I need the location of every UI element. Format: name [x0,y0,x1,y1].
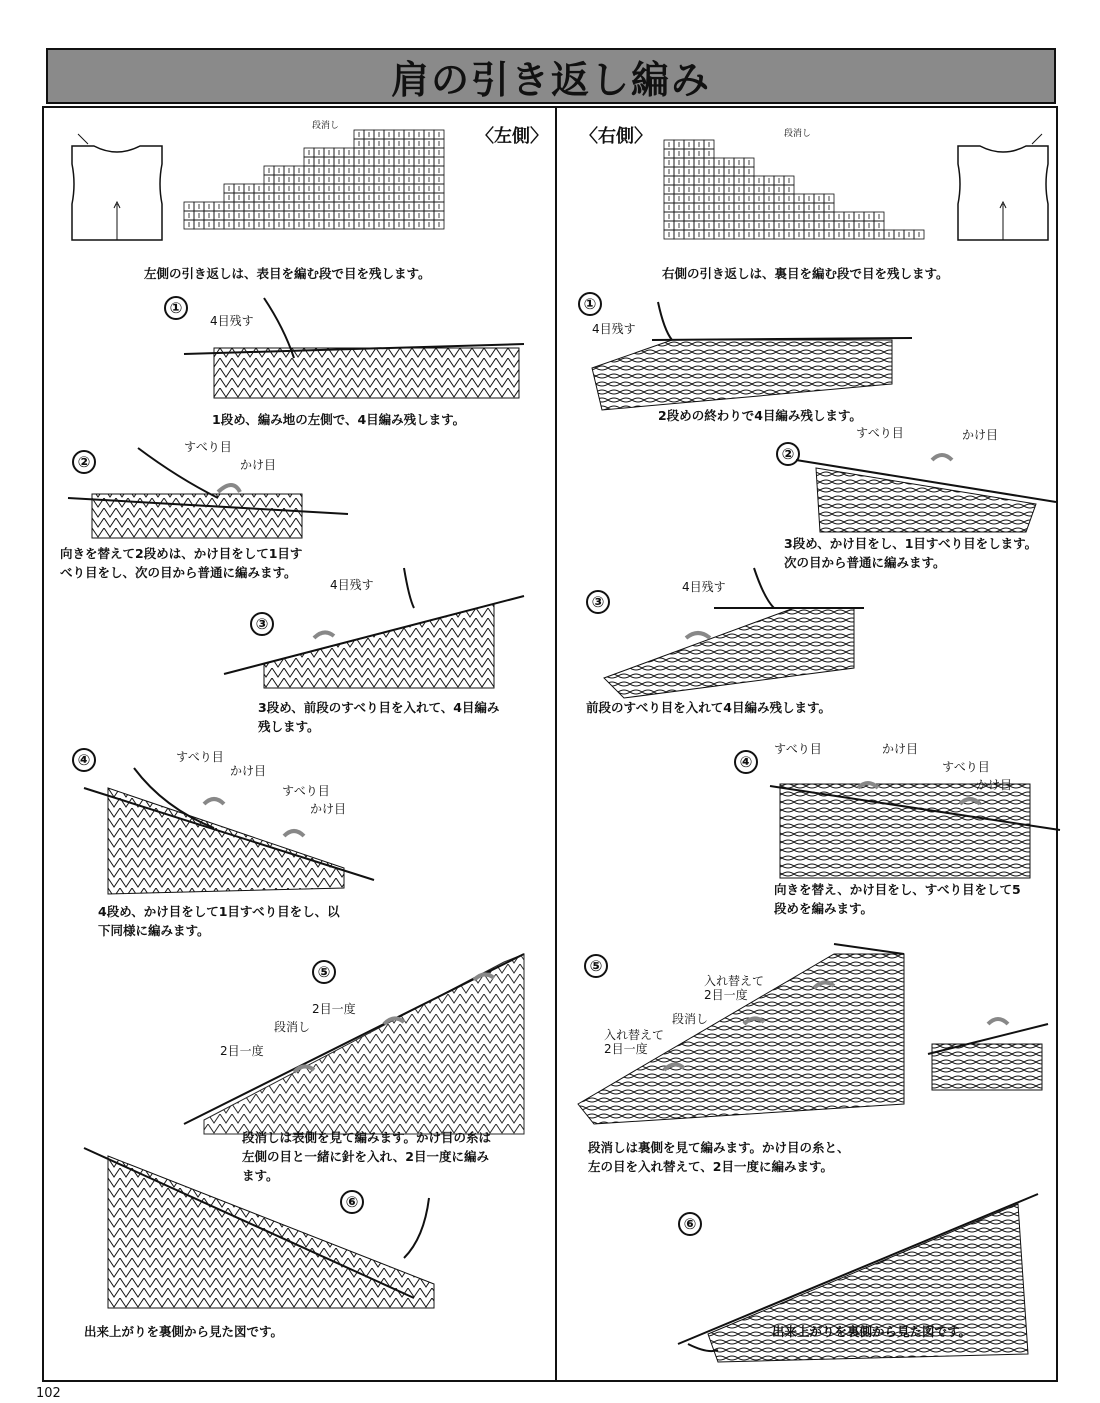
step-2-annotation-1-right: すべり目 [856,426,904,440]
step-4-annotation-3-right: すべり目 [942,760,990,774]
step-5-annotation-1: 2目一度 [312,1002,356,1016]
step-4-caption: 4段め、かけ目をして1目すべり目をし、以 下同様に編みます。 [98,904,340,938]
step-5-illustration [184,944,534,1134]
vest-outline-left [62,134,172,244]
step-4-annotation-1-right: すべり目 [774,742,822,756]
step-5-annotation-1-right: 入れ替えて 2目一度 [704,974,765,1002]
step-5-caption-right: 段消しは裏側を見て編みます。かけ目の糸と、 左の目を入れ替えて、2目一度に編みます。 [588,1140,850,1174]
step-6-illustration [84,1138,444,1308]
step-1-annotation-right: 4目残す [592,322,636,336]
step-1-number-right: ① [578,292,602,316]
step-3-annotation: 4目残す [330,578,374,592]
step-4-illustration-right [770,758,1060,878]
step-6-number-right: ⑥ [678,1212,702,1236]
step-4-annotation-2-right: かけ目 [882,742,919,756]
step-6-number: ⑥ [340,1190,364,1214]
knitting-chart-right [664,140,924,240]
step-5-detail-illustration-right [928,994,1048,1094]
step-2-illustration-right [796,438,1056,538]
step-3-number-right: ③ [586,590,610,614]
vest-outline-right [948,134,1058,244]
step-1-number: ① [164,296,188,320]
side-label-right: 〈右側〉 [580,126,652,147]
step-3-number: ③ [250,612,274,636]
step-1-illustration [184,298,524,398]
step-4-illustration [84,768,384,898]
step-1-illustration-right [572,300,912,410]
chart-label-left: 段消し [312,121,340,131]
step-3-caption: 3段め、前段のすべり目を入れて、4目編み 残します。 [258,700,500,734]
step-2-annotation-1: すべり目 [184,440,232,454]
step-4-annotation-4: かけ目 [310,802,347,816]
step-4-annotation-3: すべり目 [282,784,330,798]
step-6-caption: 出来上がりを裏側から見た図です。 [84,1324,284,1339]
column-divider [555,106,557,1382]
step-2-number: ② [72,450,96,474]
step-2-annotation-2: かけ目 [240,458,277,472]
step-5-number-right: ⑤ [584,954,608,978]
knitting-chart-left [184,130,454,242]
step-6-caption-right: 出来上がりを裏側から見た図です。 [772,1324,972,1339]
step-2-caption-right: 3段め、かけ目をし、1目すべり目をします。 次の目から普通に編みます。 [784,536,1038,570]
step-5-annotation-2: 段消し [274,1020,311,1034]
step-1-caption-right: 2段めの終わりで4目編み残します。 [658,408,862,423]
page-number: 102 [36,1386,61,1401]
step-4-caption-right: 向きを替え、かけ目をし、すべり目をして5 段めを編みます。 [774,882,1021,916]
right-column [558,108,1056,1380]
step-3-illustration-right [594,568,864,698]
step-2-annotation-2-right: かけ目 [962,428,999,442]
step-5-illustration-right [574,944,904,1124]
step-4-number: ④ [72,748,96,772]
step-3-caption-right: 前段のすべり目を入れて4目編み残します。 [586,700,831,715]
intro-right: 右側の引き返しは、裏目を編む段で目を残します。 [662,266,949,281]
left-column [44,108,554,1380]
step-3-illustration [224,568,524,688]
step-2-number-right: ② [776,442,800,466]
intro-left: 左側の引き返しは、表目を編む段で目を残します。 [144,266,431,281]
step-5-annotation-2-right: 段消し [672,1012,709,1026]
side-label-left: 〈左側〉 [476,126,548,147]
step-4-annotation-2: かけ目 [230,764,267,778]
step-4-number-right: ④ [734,750,758,774]
title-banner [46,48,1056,104]
step-5-caption: 段消しは表側を見て編みます。かけ目の糸は 左側の目と一緒に針を入れ、2目一度に編み ます。 [242,1130,492,1183]
step-5-annotation-3-right: 入れ替えて 2目一度 [604,1028,665,1056]
step-5-number: ⑤ [312,960,336,984]
step-1-annotation: 4目残す [210,314,254,328]
page-title: 肩の引き返し編み [390,57,711,102]
step-2-illustration [68,448,348,543]
step-1-caption: 1段め、編み地の左側で、4目編み残します。 [212,412,466,427]
step-2-caption: 向きを替えて2段めは、かけ目をして1目す べり目をし、次の目から普通に編みます。 [60,546,303,580]
step-4-annotation-1: すべり目 [176,750,224,764]
step-3-annotation-right: 4目残す [682,580,726,594]
step-5-annotation-3: 2目一度 [220,1044,264,1058]
chart-label-right: 段消し [784,129,812,139]
